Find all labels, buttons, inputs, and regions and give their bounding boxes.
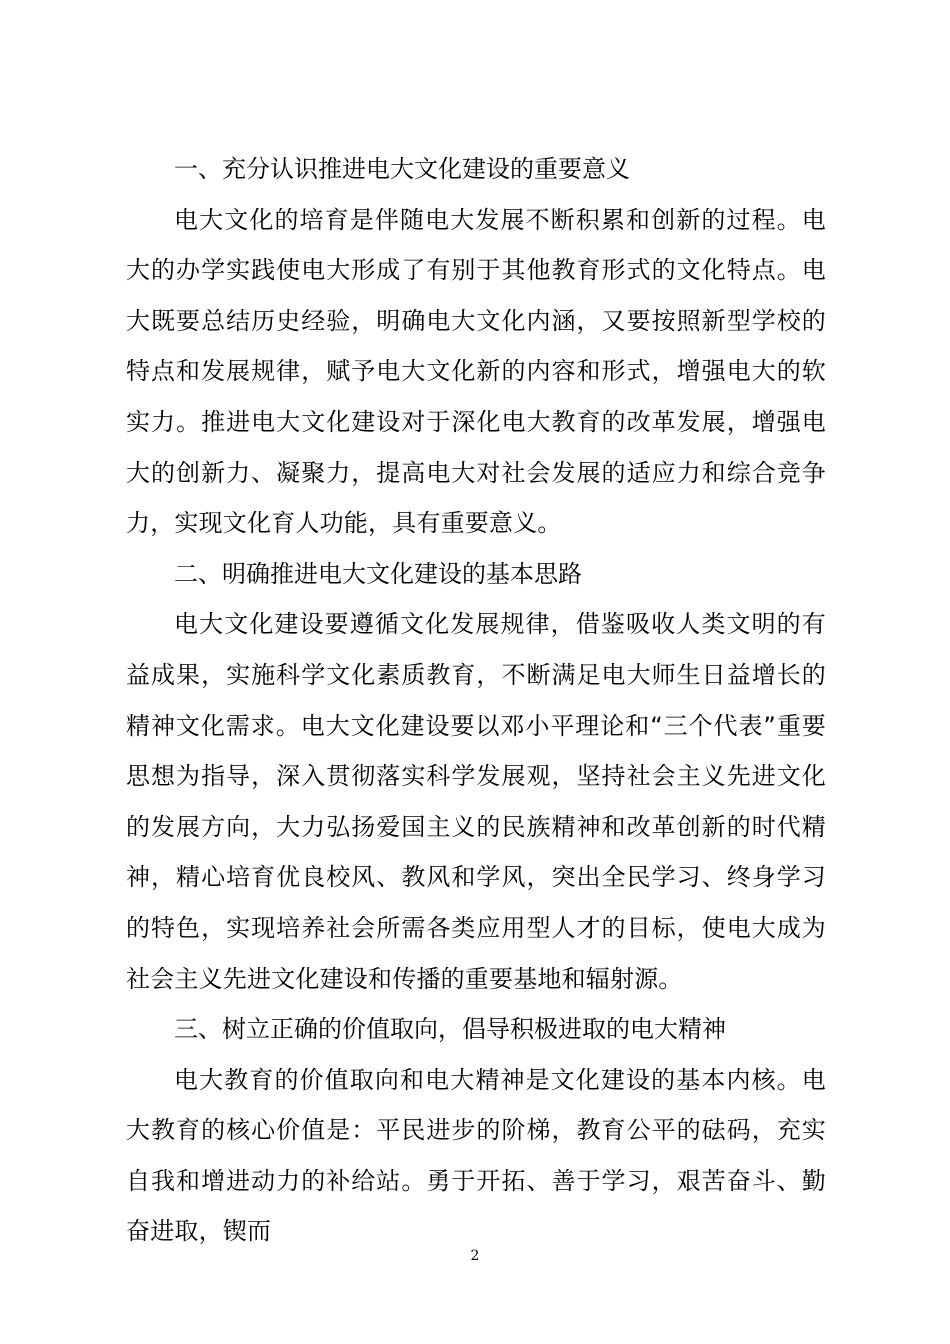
section-2-paragraph: 电大文化建设要遵循文化发展规律，借鉴吸收人类文明的有益成果，实施科学文化素质教育，不断满足电大师生日益增长的精神文化需求。电大文化建设要以邓小平理论和“三个代表”重要思想为指导，深入贯彻落实科学发展观，坚持社会主义先进文化的发展方向，大力弘扬爱国主义的民族精神和改革创新的时代精神，精心培育优良校风、教风和学风，突出全民学习、终身学习的特色，实现培养社会所需各类应用型人才的目标，使电大成为社会主义先进文化建设和传播的重要基地和辐射源。: [126, 610, 826, 993]
section-1-paragraph: 电大文化的培育是伴随电大发展不断积累和创新的过程。电大的办学实践使电大形成了有别于其他教育形式的文化特点。电大既要总结历史经验，明确电大文化内涵，又要按照新型学校的特点和发展规律，赋予电大文化新的内容和形式，增强电大的软实力。推进电大文化建设对于深化电大教育的改革发展，增强电大的创新力、凝聚力，提高电大对社会发展的适应力和综合竞争力，实现文化育人功能，具有重要意义。: [126, 205, 826, 538]
section-3-heading: 三、树立正确的价值取向，倡导积极进取的电大精神: [174, 1015, 726, 1044]
section-2-heading: 二、明确推进电大文化建设的基本思路: [174, 559, 582, 588]
section-1-heading: 一、充分认识推进电大文化建设的重要意义: [174, 155, 630, 183]
page-number: 2: [470, 1248, 480, 1264]
document-body: [126, 144, 826, 1257]
section-3-paragraph: 电大教育的价值取向和电大精神是文化建设的基本内核。电大教育的核心价值是：平民进步的阶梯，教育公平的砝码，充实自我和增进动力的补给站。勇于开拓、善于学习，艰苦奋斗、勤奋进取，锲而: [126, 1065, 826, 1246]
